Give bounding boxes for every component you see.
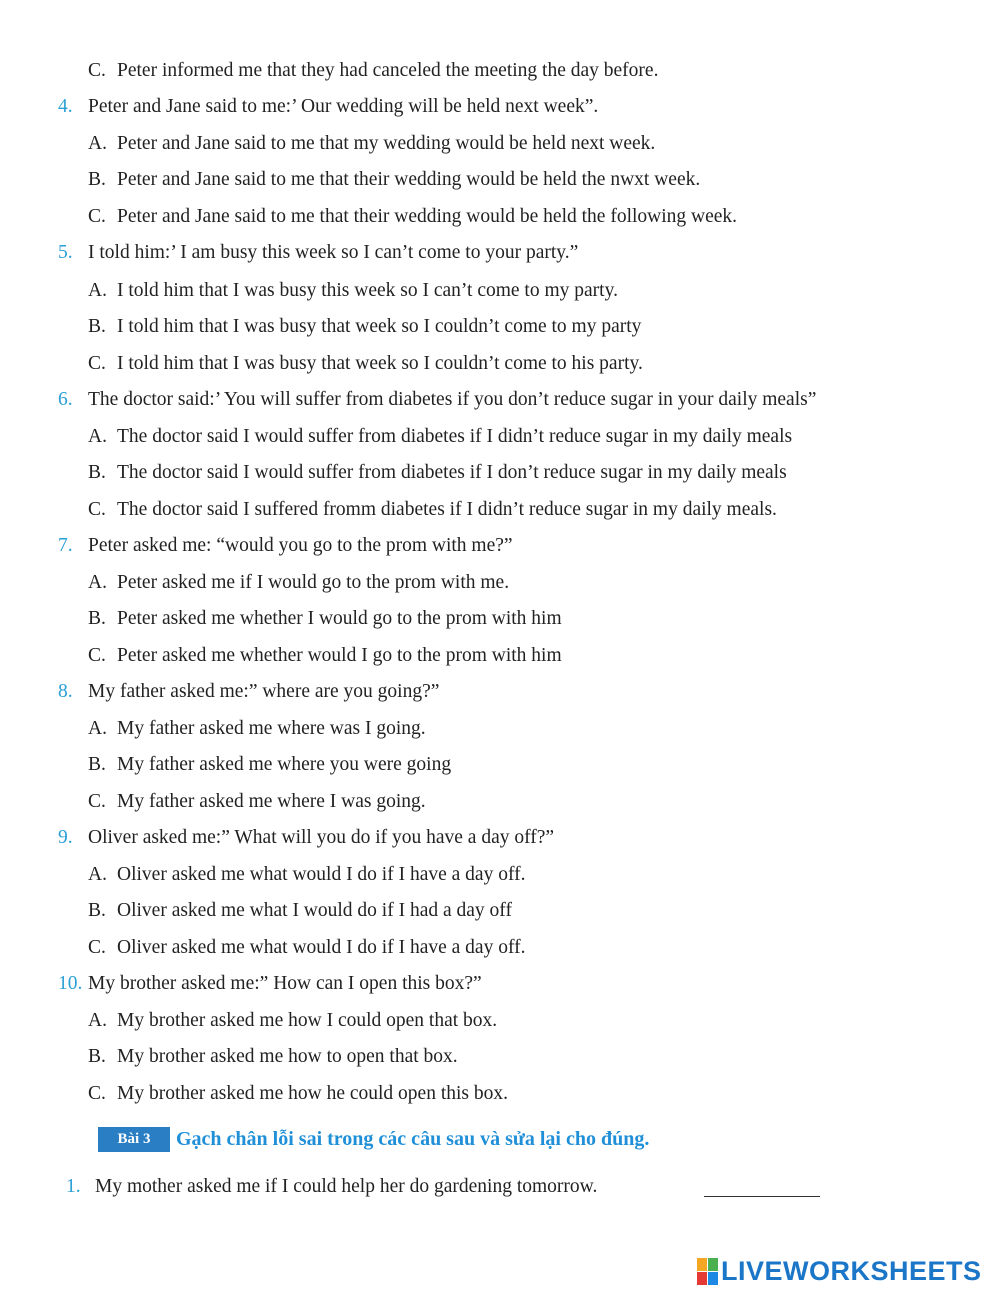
option-text: Peter asked me whether would I go to the prom with him <box>117 645 562 666</box>
question-text: My father asked me:” where are you going?” <box>88 681 440 702</box>
option-text: Oliver asked me what I would do if I had a day off <box>117 900 512 921</box>
option-text: I told him that I was busy that week so I couldn’t come to my party <box>117 316 642 337</box>
question-number: 7. <box>58 535 73 556</box>
option-letter: B. <box>88 316 106 337</box>
option-letter: A. <box>88 133 107 154</box>
option-text: Peter and Jane said to me that their wedding would be held the nwxt week. <box>117 169 701 190</box>
option-letter: A. <box>88 864 107 885</box>
option-letter: C. <box>88 791 106 812</box>
option-text: My brother asked me how he could open this box. <box>117 1083 509 1104</box>
question-number: 9. <box>58 827 73 848</box>
option-letter: C. <box>88 353 106 374</box>
option-text: I told him that I was busy that week so I couldn’t come to his party. <box>117 353 643 374</box>
option-text: My brother asked me how I could open that box. <box>117 1010 498 1031</box>
option-text: Peter and Jane said to me that their wedding would be held the following week. <box>117 206 738 227</box>
option-letter: B. <box>88 1046 106 1067</box>
option-letter: B. <box>88 754 106 775</box>
option-letter: B. <box>88 169 106 190</box>
option-text: My father asked me where you were going <box>117 754 452 775</box>
logo-text: LIVEWORKSHEETS <box>721 1255 982 1286</box>
question-text: Peter and Jane said to me:’ Our wedding will be held next week”. <box>88 96 599 117</box>
logo-blocks-icon <box>697 1258 718 1285</box>
option-text: The doctor said I would suffer from diabetes if I didn’t reduce sugar in my daily meals <box>117 426 793 447</box>
section-title: Gạch chân lỗi sai trong các câu sau và sửa lại cho đúng. <box>176 1128 650 1150</box>
question-number: 8. <box>58 681 73 702</box>
exercise-number: 1. <box>66 1176 81 1197</box>
question-text: I told him:’ I am busy this week so I can’t come to your party.” <box>88 242 579 263</box>
option-text: Oliver asked me what would I do if I have a day off. <box>117 937 526 958</box>
option-letter: A. <box>88 572 107 593</box>
question-text: Peter asked me: “would you go to the prom with me?” <box>88 535 513 556</box>
option-letter: C. <box>88 499 106 520</box>
option-text: Peter asked me whether I would go to the prom with him <box>117 608 562 629</box>
option-text: I told him that I was busy this week so I can’t come to my party. <box>117 280 618 301</box>
option-text: The doctor said I would suffer from diabetes if I don’t reduce sugar in my daily meals <box>117 462 787 483</box>
option-text: The doctor said I suffered fromm diabetes if I didn’t reduce sugar in my daily meals. <box>117 499 777 520</box>
option-letter: A. <box>88 718 107 739</box>
option-letter: A. <box>88 280 107 301</box>
liveworksheets-logo <box>697 1257 982 1285</box>
option-text: Peter and Jane said to me that my wedding would be held next week. <box>117 133 656 154</box>
option-letter: A. <box>88 426 107 447</box>
option-text: Peter asked me if I would go to the prom with me. <box>117 572 510 593</box>
option-letter: C. <box>88 1083 106 1104</box>
section-badge: Bài 3 <box>98 1127 170 1152</box>
question-text: Oliver asked me:” What will you do if you have a day off?” <box>88 827 555 848</box>
option-letter: B. <box>88 608 106 629</box>
option-text: My father asked me where was I going. <box>117 718 426 739</box>
option-letter: C. <box>88 937 106 958</box>
option-text: My father asked me where I was going. <box>117 791 426 812</box>
question-number: 10. <box>58 973 83 994</box>
question-number: 6. <box>58 389 73 410</box>
answer-blank-input[interactable] <box>704 1196 820 1197</box>
exercise-text: My mother asked me if I could help her do gardening tomorrow. <box>95 1176 598 1197</box>
option-letter: B. <box>88 900 106 921</box>
question-number: 4. <box>58 96 73 117</box>
option-text: Oliver asked me what would I do if I have a day off. <box>117 864 526 885</box>
option-letter: B. <box>88 462 106 483</box>
option-letter: C. <box>88 60 106 81</box>
option-letter: C. <box>88 645 106 666</box>
question-text: My brother asked me:” How can I open this box?” <box>88 973 482 994</box>
option-letter: A. <box>88 1010 107 1031</box>
option-letter: C. <box>88 206 106 227</box>
option-text: My brother asked me how to open that box. <box>117 1046 458 1067</box>
question-number: 5. <box>58 242 73 263</box>
option-text: Peter informed me that they had canceled the meeting the day before. <box>117 60 659 81</box>
question-text: The doctor said:’ You will suffer from diabetes if you don’t reduce sugar in your daily meals” <box>88 389 817 410</box>
